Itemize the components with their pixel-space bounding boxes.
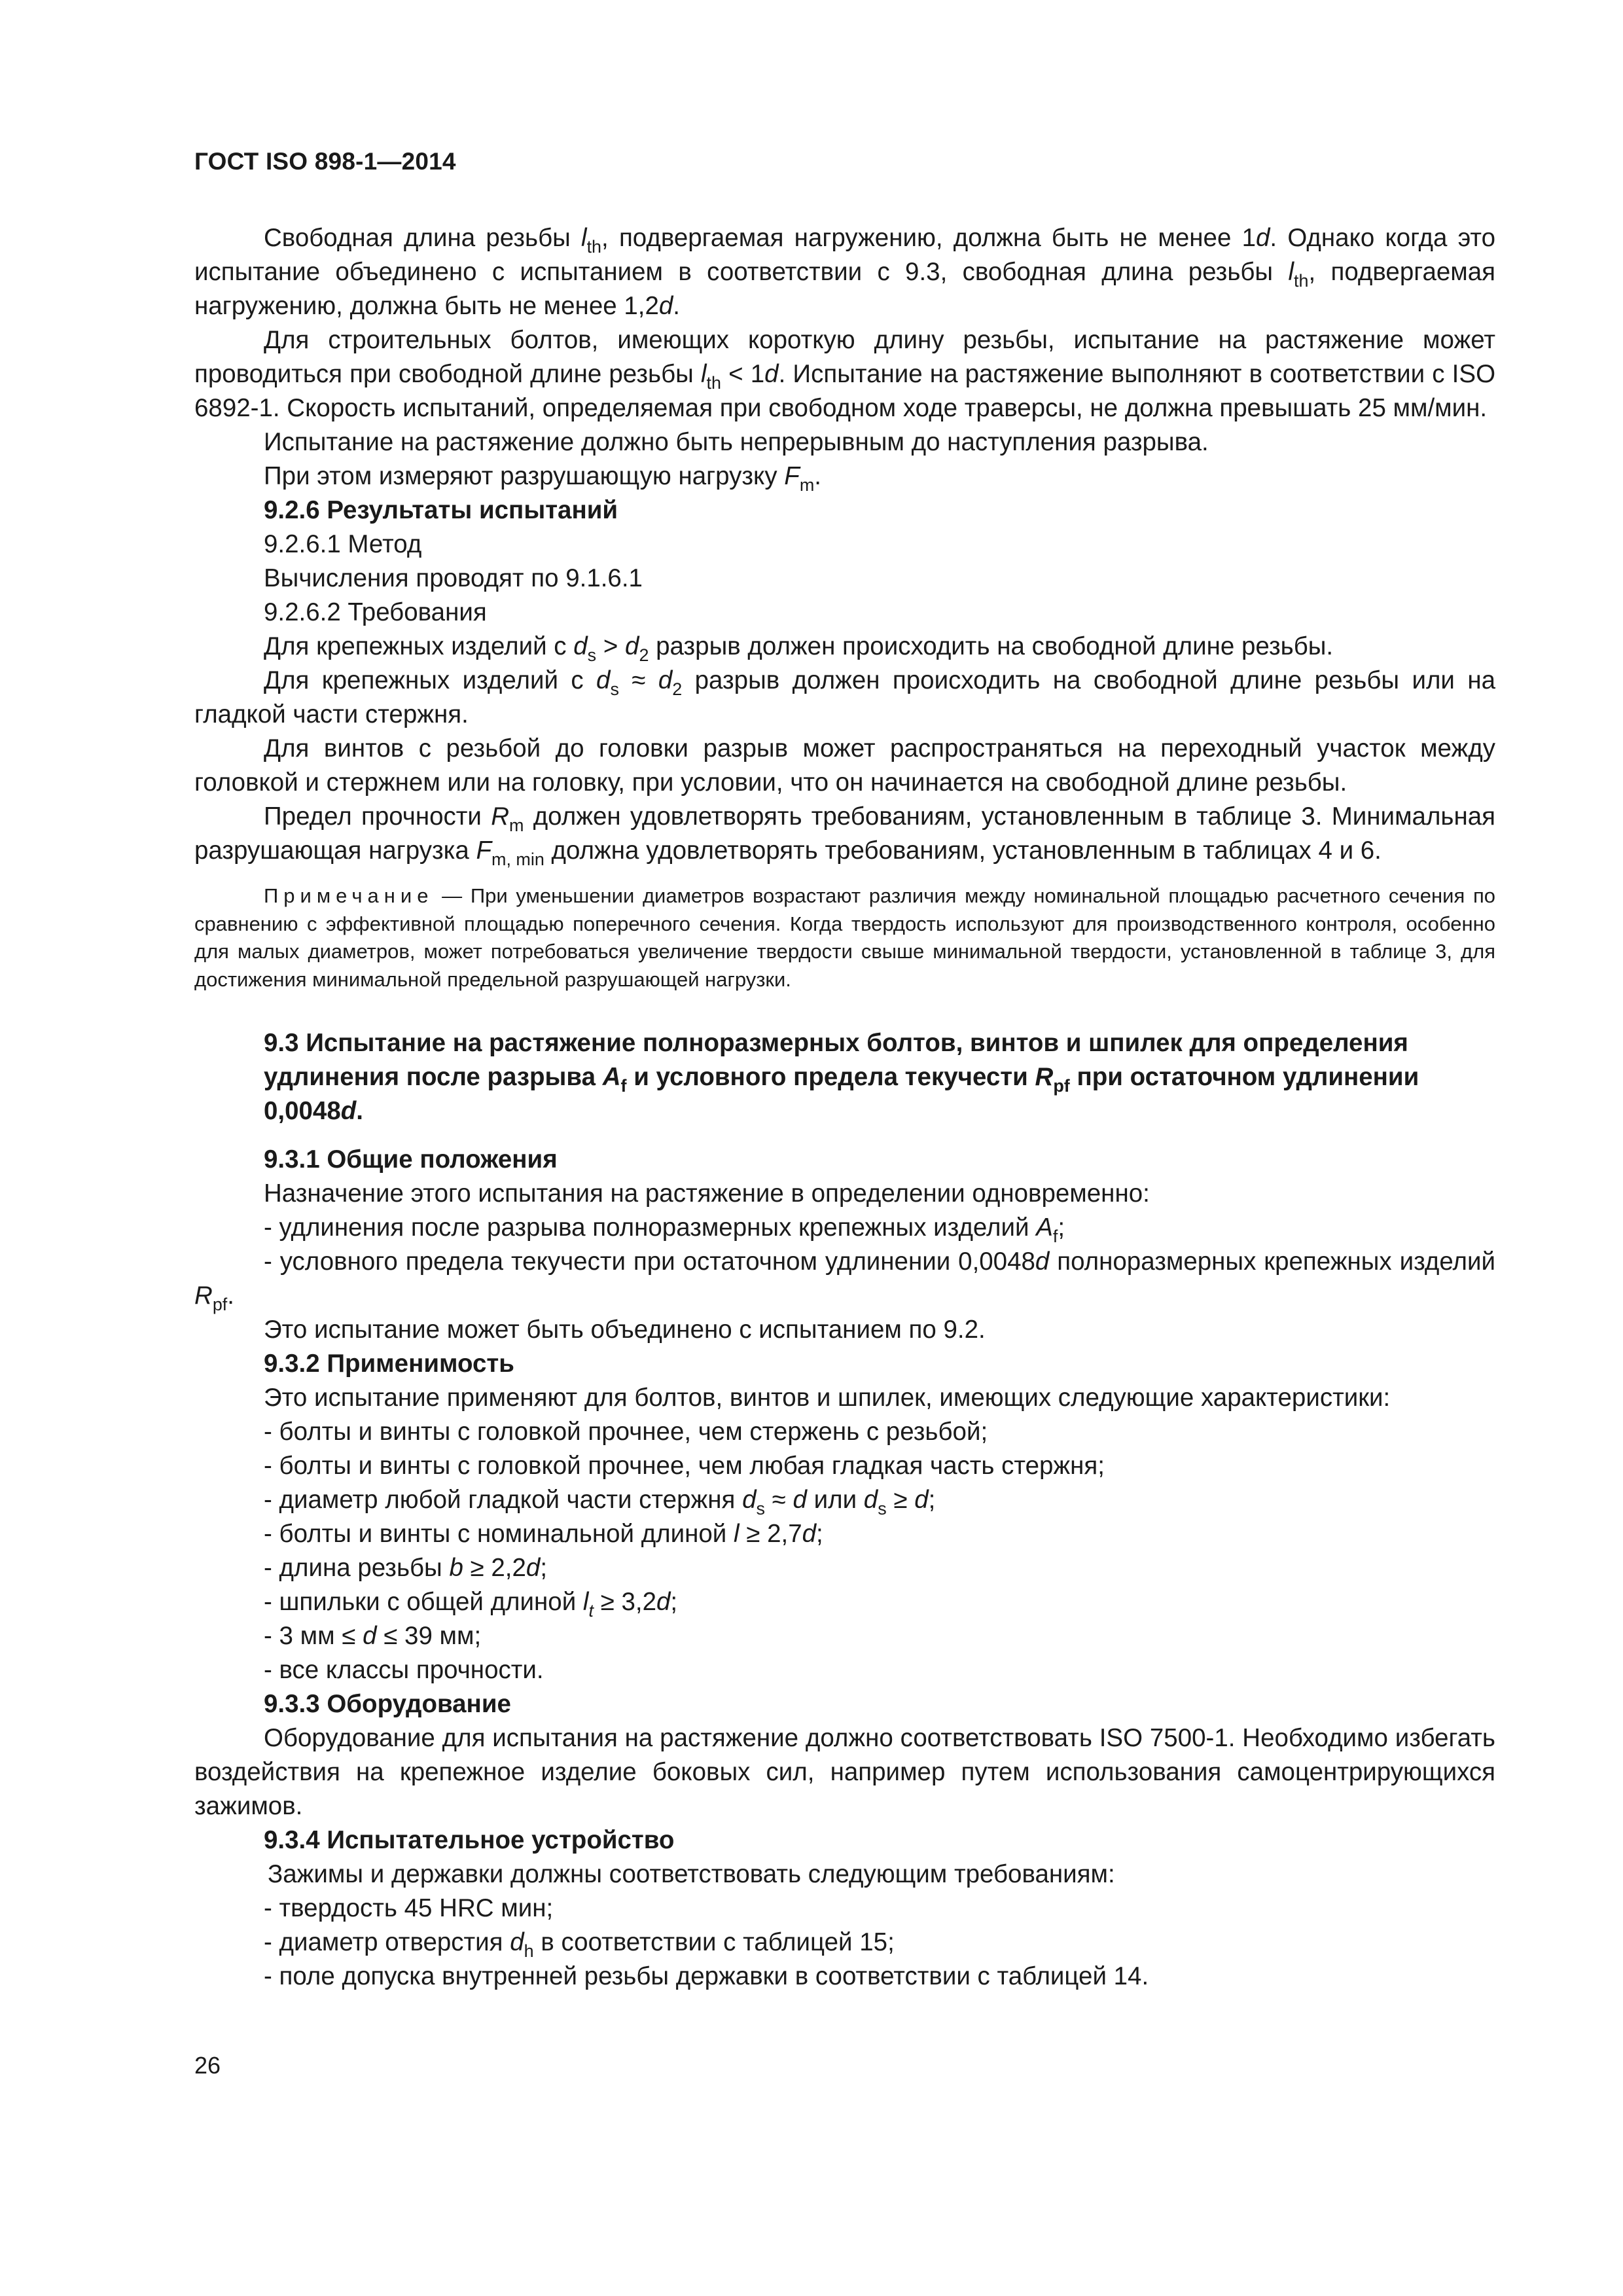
text-calculations: Вычисления проводят по 9.1.6.1 [264,564,643,592]
subheading-9-2-6-1: 9.2.6.1 Метод [264,530,422,558]
heading-9-3-3: 9.3.3 Оборудование [264,1690,511,1718]
list-item-thread-length: - длина резьбы b ≥ 2,2d; [264,1554,548,1582]
list-item-nominal-length: - болты и винты с номинальной длиной l ≥ 2,7d; [264,1520,823,1548]
page-number: 26 [194,2052,221,2079]
list-item-studs-length: - шпильки с общей длиной $l_t \ge 3,2d$; [264,1588,678,1621]
paragraph-requirement-ds-greater: Для крепежных изделий с $d_s > d_2$ разрыв должен происходить на свободной длине резьбы. [264,632,1334,665]
list-item-elongation: - удлинения после разрыва полноразмерных крепежных изделий $A_f$; [264,1213,1065,1246]
text-applicability: Это испытание применяют для болтов, винтов и шпилек, имеющих следующие характеристики: [264,1384,1391,1412]
page-header: ГОСТ ISO 898-1—2014 [194,148,456,175]
paragraph-requirement-ds-approx: Для крепежных изделий с $d_s \approx d_2$ разрыв должен происходить на свободной длине резьбы или на гладкой части стержня. [194,666,1495,728]
paragraph-equipment: Оборудование для испытания на растяжение должно соответствовать ISO 7500-1. Необходимо избегать воздействия на крепежное изделие боковых сил, например путем использования самоцентрирующихся зажимов. [194,1724,1495,1820]
subheading-9-2-6-2: 9.2.6.2 Требования [264,598,487,626]
paragraph-tensile-strength: Предел прочности $R_m$ должен удовлетворять требованиям, установленным в таблице 3. Минимальная разрушающая нагрузка $F_{m, min}$ должна удовлетворять требованиям, установленным в таблицах 4 и 6. [194,802,1495,869]
heading-9-3-1: 9.3.1 Общие положения [264,1145,558,1174]
text-combined-test: Это испытание может быть объединено с испытанием по 9.2. [264,1316,986,1344]
page-body [194,221,1495,1994]
list-item-yield-strength: - условного предела текучести при остаточном удлинении 0,0048d полноразмерных крепежных изделий $R_{pf}$. [194,1247,1495,1314]
heading-9-2-6: 9.2.6 Результаты испытаний [264,496,618,524]
list-item-head-stronger-shank: - болты и винты с головкой прочнее, чем любая гладкая часть стержня; [264,1452,1105,1480]
list-item-diameter-range: - 3 мм ≤ d ≤ 39 мм; [264,1622,482,1650]
list-item-hardness: - твердость 45 HRC мин; [264,1894,554,1922]
list-item-hole-diameter: - диаметр отверстия $d_h$ в соответствии с таблицей 15; [264,1928,895,1961]
note-label: Примечание [264,884,434,907]
list-item-thread-tolerance: - поле допуска внутренней резьбы державки в соответствии с таблицей 14. [264,1962,1149,1990]
heading-9-3-2: 9.3.2 Применимость [264,1350,514,1378]
note-block: Примечание — При уменьшении диаметров возрастают различия между номинальной площадью расчетного сечения по сравнению с эффективной площадью поперечного сечения. Когда твердость используют для производственного контроля, особенно для малых диаметров, может потребоваться увеличение твердости свыше минимальной твердости, установленной в таблице 3, для достижения минимальной предельной разрушающей нагрузки. [194,884,1495,991]
paragraph-continuous-test: Испытание на растяжение должно быть непрерывным до наступления разрыва. [264,428,1209,456]
paragraph-breaking-load: При этом измеряют разрушающую нагрузку $F_m$. [264,462,821,495]
paragraph-free-thread-length: Свободная длина резьбы $l_{th}$, подвергаемая нагружению, должна быть не менее 1d. Однако когда это испытание объединено с испытанием в соответствии с 9.3, свободная длина резьбы $l_{th}$, подвергаемая нагружению, должна быть не менее 1,2d. [194,224,1495,320]
list-item-all-classes: - все классы прочности. [264,1656,544,1684]
paragraph-construction-bolts: Для строительных болтов, имеющих короткую длину резьбы, испытание на растяжение может проводиться при свободной длине резьбы $l_{th} < 1d$. Испытание на растяжение выполняют в соответствии с ISO 6892-1. Скорость испытаний, определяемая при свободном ходе траверсы, не должна превышать 25 мм/мин. [194,326,1496,422]
text-purpose: Назначение этого испытания на растяжение в определении одновременно: [264,1179,1150,1208]
section-heading-9-3: 9.3 Испытание на растяжение полноразмерных болтов, винтов и шпилек для определения удлинения после разрыва $A_f$ и условного предела текучести $R_{pf}$ при остаточном удлинении 0,0048d. [264,1029,1419,1125]
list-item-shank-diameter: - диаметр любой гладкой части стержня $d_s \approx d$ или $d_s \ge d$; [264,1486,936,1518]
text-grips-requirements: Зажимы и державки должны соответствовать следующим требованиям: [268,1860,1115,1888]
list-item-head-stronger-thread: - болты и винты с головкой прочнее, чем стержень с резьбой; [264,1418,988,1446]
heading-9-3-4: 9.3.4 Испытательное устройство [264,1826,675,1854]
paragraph-screws-fracture: Для винтов с резьбой до головки разрыв может распространяться на переходный участок между головкой и стержнем или на головку, при условии, что он начинается на свободной длине резьбы. [194,734,1495,797]
